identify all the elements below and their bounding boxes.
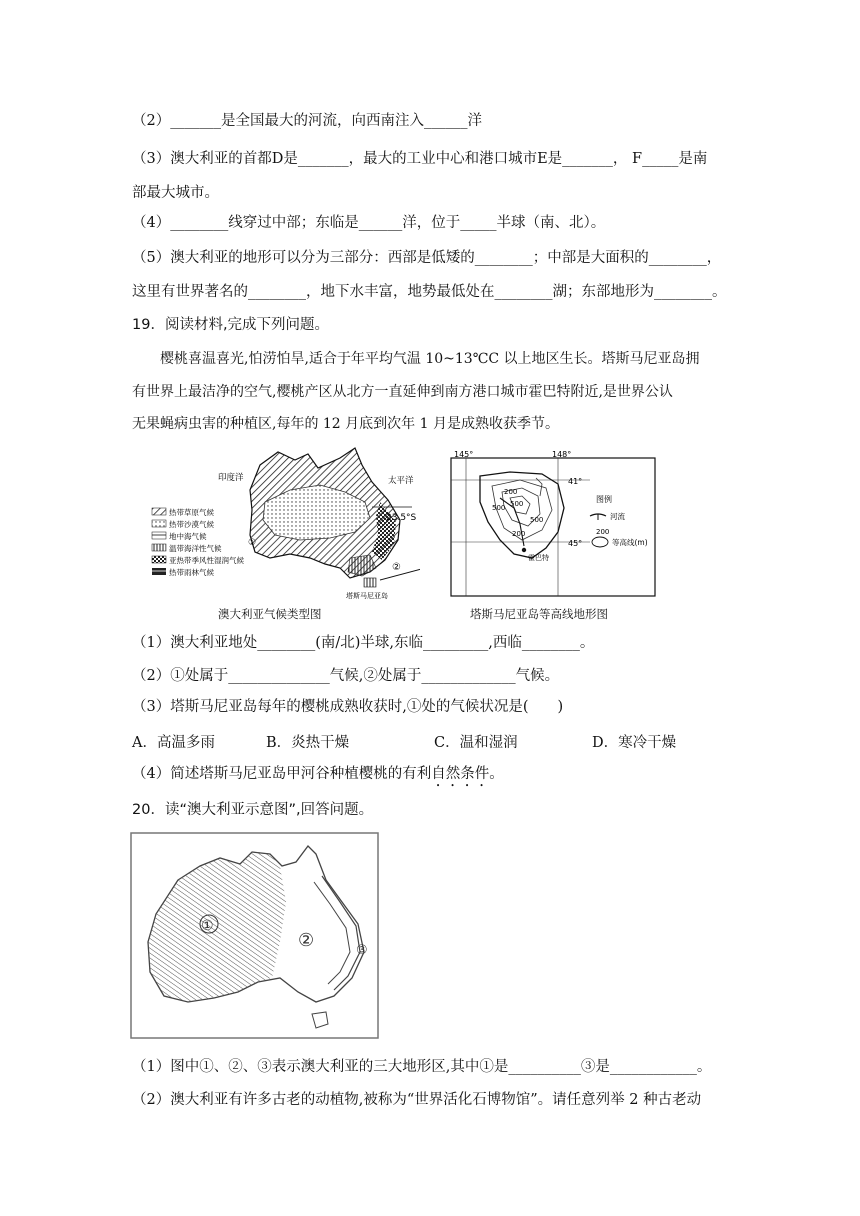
marker-1: ① [248, 538, 257, 548]
svg-text:23.5°S: 23.5°S [386, 513, 417, 523]
svg-text:温带海洋性气候: 温带海洋性气候 [169, 544, 222, 553]
svg-text:45°: 45° [568, 539, 583, 548]
q18-line-5b: 这里有世界著名的________，地下水丰富，地势最低处在________湖；东部地形为________。 [132, 284, 727, 300]
region-1: ① [201, 918, 214, 934]
svg-text:200: 200 [512, 530, 526, 538]
tasmania-contour-map [450, 450, 660, 600]
svg-text:热带雨林气候: 热带雨林气候 [169, 568, 214, 577]
region-3: ③ [356, 943, 368, 958]
svg-text:河流: 河流 [610, 512, 625, 521]
svg-text:200: 200 [504, 488, 518, 496]
svg-text:200: 200 [596, 528, 610, 536]
q20-sub-2: （2）澳大利亚有许多古老的动植物,被称为“世界活化石博物馆”。请任意列举 2 种古老动 [132, 1092, 702, 1108]
svg-text:太平洋: 太平洋 [388, 476, 414, 486]
svg-text:印度洋: 印度洋 [218, 473, 244, 483]
svg-text:等高线(m): 等高线(m) [612, 538, 648, 547]
q19-option-d: D．寒冷干燥 [592, 735, 677, 751]
q20-sub-1: （1）图中①、②、③表示澳大利亚的三大地形区,其中①是__________③是____________。 [132, 1059, 712, 1075]
climate-map-caption: 澳大利亚气候类型图 [218, 607, 322, 621]
q19-option-c: C．温和湿润 [434, 735, 518, 751]
q20-heading: 20．读“澳大利亚示意图”,回答问题。 [132, 802, 374, 818]
contour-map-caption: 塔斯马尼亚岛等高线地形图 [470, 607, 608, 621]
q18-line-2: （2）_______是全国最大的河流，向西南注入______洋 [132, 113, 482, 129]
q18-line-4: （4）________线穿过中部；东临是______洋，位于_____半球（南、北）。 [132, 215, 606, 231]
svg-text:塔斯马尼亚岛: 塔斯马尼亚岛 [346, 592, 388, 600]
svg-text:图例: 图例 [596, 495, 612, 504]
svg-text:亚热带季风性湿润气候: 亚热带季风性湿润气候 [169, 556, 244, 565]
q19-para-2: 有世界上最洁净的空气,樱桃产区从北方一直延伸到南方港口城市霍巴特附近,是世界公认 [132, 384, 673, 400]
svg-text:500: 500 [530, 516, 544, 524]
svg-text:145°: 145° [454, 450, 474, 459]
q19-option-b: B．炎热干燥 [266, 735, 350, 751]
svg-text:500: 500 [510, 500, 524, 508]
region-2: ② [298, 930, 315, 951]
svg-text:148°: 148° [552, 450, 572, 459]
svg-text:霍巴特: 霍巴特 [528, 554, 549, 562]
q18-line-3a: （3）澳大利亚的首都D是_______，最大的工业中心和港口城市E是_______， F_____是南 [132, 151, 708, 167]
australia-climate-map [150, 440, 420, 600]
australia-landform-map [130, 832, 380, 1040]
q19-para-1: 樱桃喜温喜光,怕涝怕旱,适合于年平均气温 10~13℃C 以上地区生长。塔斯马尼亚岛拥 [160, 351, 700, 367]
svg-text:热带草原气候: 热带草原气候 [169, 508, 214, 517]
q19-sub-3: （3）塔斯马尼亚岛每年的樱桃成熟收获时,①处的气候状况是( ) [132, 699, 564, 715]
q19-heading: 19．阅读材料,完成下列问题。 [132, 317, 330, 333]
emphasis-text: 自然条件 [431, 766, 490, 782]
svg-text:500: 500 [492, 504, 506, 512]
svg-text:热带沙漠气候: 热带沙漠气候 [169, 520, 214, 529]
marker-2: ② [392, 562, 401, 573]
q18-line-3b: 部最大城市。 [132, 185, 219, 201]
svg-text:41°: 41° [568, 477, 583, 486]
q19-sub-4: （4）简述塔斯马尼亚岛甲河谷种植樱桃的有利自然条件。 [132, 766, 504, 782]
q19-option-a: A．高温多雨 [132, 735, 215, 751]
q18-line-5a: （5）澳大利亚的地形可以分为三部分：西部是低矮的________；中部是大面积的________， [132, 250, 722, 266]
q19-para-3: 无果蝇病虫害的种植区,每年的 12 月底到次年 1 月是成熟收获季节。 [132, 416, 559, 432]
svg-text:地中海气候: 地中海气候 [169, 532, 207, 541]
climate-legend [152, 507, 244, 577]
q19-sub-2: （2）①处属于______________气候,②处属于_____________气候。 [132, 668, 560, 684]
q19-sub-1: （1）澳大利亚地处________(南/北)半球,东临_________,西临________。 [132, 635, 595, 651]
